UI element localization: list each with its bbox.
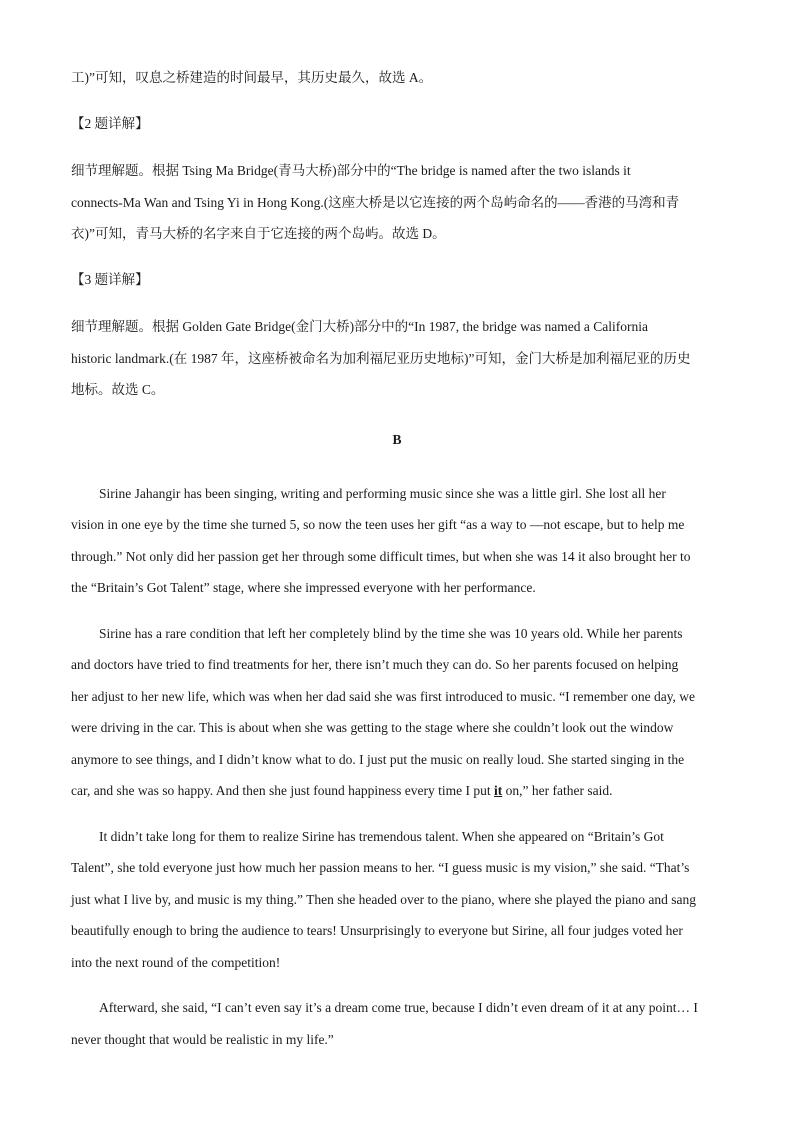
underlined-word: it [494, 783, 503, 798]
q2-explanation-line: 衣)”可知，青马大桥的名字来自于它连接的两个岛屿。故选 D。 [71, 226, 446, 241]
paragraph-line: her adjust to her new life, which was when her dad said she was first introduced to music. “I remember one day, we [71, 688, 696, 704]
paragraph-line: vision in one eye by the time she turned 5, so now the teen uses her gift “as a way to —not escape, but to help me [71, 517, 685, 532]
passage-paragraph-3 [71, 821, 723, 979]
q2-explanation-line: 细节理解题。根据 Tsing Ma Bridge(青马大桥)部分中的“The bridge is named after the two islands it [71, 163, 631, 178]
paragraph-line: Sirine has a rare condition that left her completely blind by the time she was 10 years old. While her parents [99, 625, 683, 641]
q2-explanation-line: connects-Ma Wan and Tsing Yi in Hong Kong.(这座大桥是以它连接的两个岛屿命名的——香港的马湾和青 [71, 194, 680, 210]
paragraph-line: It didn’t take long for them to realize Sirine has tremendous talent. When she appeared on “Britain’s Got [99, 828, 664, 844]
paragraph-line: through.” Not only did her passion get her through some difficult times, but when she was 14 it also brought her to [71, 548, 691, 564]
q3-explanation-line: 地标。故选 C。 [71, 382, 165, 397]
paragraph-line [71, 775, 723, 807]
text-run: car, and she was so happy. And then she just found happiness every time I put [71, 783, 494, 798]
q3-explanation-line: 细节理解题。根据 Golden Gate Bridge(金门大桥)部分中的“In 1987, the bridge was named a California [71, 319, 649, 334]
document-page [71, 62, 723, 1069]
paragraph-line: Talent”, she told everyone just how much her passion means to her. “I guess music is my vision,” she said. “That’s [71, 860, 690, 875]
q3-heading: 【3 题详解】 [71, 271, 149, 287]
paragraph-line: anymore to see things, and I didn’t know what to do. I just put the music on really loud. She started singing in the [71, 751, 685, 767]
passage-paragraph-1 [71, 478, 723, 604]
passage-paragraph-2 [71, 618, 723, 807]
paragraph-line: the “Britain’s Got Talent” stage, where she impressed everyone with her performance. [71, 580, 536, 595]
q2-heading: 【2 题详解】 [71, 115, 149, 131]
passage-title: B [392, 431, 402, 447]
paragraph-line: beautifully enough to bring the audience to tears! Unsurprisingly to everyone but Sirine, all four judges voted her [71, 923, 683, 938]
paragraph-line: Afterward, she said, “I can’t even say it’s a dream come true, because I didn’t even dream of it at any point… I [99, 1000, 698, 1015]
paragraph-line: never thought that would be realistic in my life.” [71, 1031, 334, 1047]
text-run: on,” her father said. [502, 783, 613, 798]
paragraph-line: into the next round of the competition! [71, 954, 281, 970]
passage-paragraph-4 [71, 992, 723, 1055]
paragraph-line: and doctors have tried to find treatments for her, there isn’t much they can do. So her parents focused on helping [71, 657, 679, 672]
q1-explanation-tail: 工)”可知，叹息之桥建造的时间最早，其历史最久，故选 A。 [71, 70, 433, 85]
paragraph-line: were driving in the car. This is about when she was getting to the stage where she couldn’t look out the window [71, 720, 674, 735]
paragraph-line: just what I live by, and music is my thing.” Then she headed over to the piano, where she played the piano and sang [71, 891, 696, 907]
q3-explanation-line: historic landmark.(在 1987 年，这座桥被命名为加利福尼亚历史地标)”可知，金门大桥是加利福尼亚的历史 [71, 350, 691, 366]
paragraph-line: Sirine Jahangir has been singing, writing and performing music since she was a little girl. She lost all her [99, 485, 666, 501]
